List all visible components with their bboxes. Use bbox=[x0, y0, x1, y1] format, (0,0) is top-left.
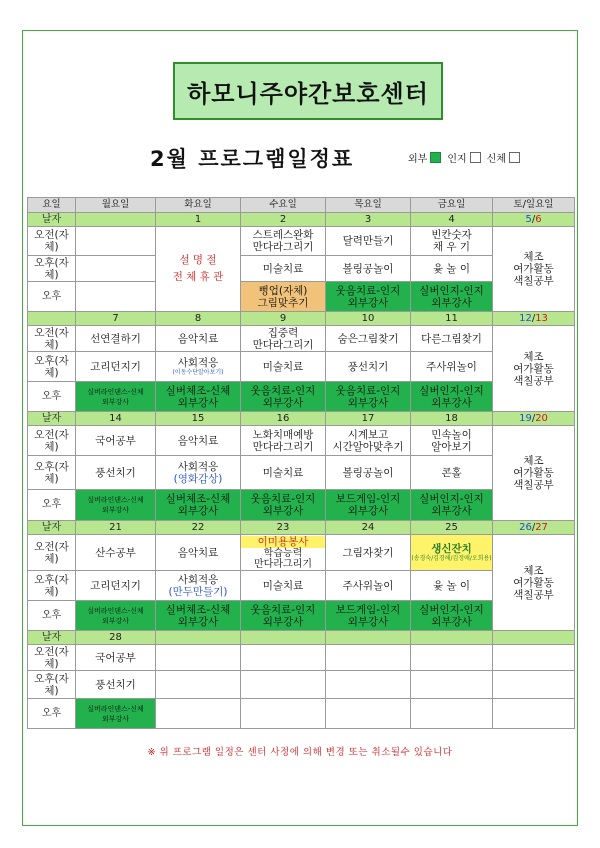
pm1-row bbox=[28, 571, 575, 601]
am-row bbox=[28, 426, 575, 456]
schedule-cell: 이미용봉사 학습능력 만다라그리기 bbox=[241, 535, 326, 571]
date-row-label: 날자 bbox=[28, 521, 76, 535]
pm-row bbox=[28, 699, 575, 729]
date-cell: 21 bbox=[76, 521, 156, 535]
legend-physical-swatch bbox=[509, 152, 520, 163]
schedule-cell: 미술치료 bbox=[241, 256, 326, 282]
am-row bbox=[28, 645, 575, 671]
schedule-cell: 사회적응 (영화감상) bbox=[156, 456, 241, 490]
date-cell bbox=[241, 631, 326, 645]
date-cell bbox=[28, 312, 76, 326]
schedule-cell: 보드게임-인지 외부강사 bbox=[326, 490, 411, 521]
weekend-cell: 체조 여가활동 색칠공부 bbox=[493, 426, 575, 521]
schedule-cell bbox=[326, 671, 411, 699]
schedule-cell: 숨은그림찾기 bbox=[326, 326, 411, 352]
date-row bbox=[28, 312, 575, 326]
legend-physical-label: 신체 bbox=[486, 154, 506, 165]
schedule-cell: 풍선치기 bbox=[76, 456, 156, 490]
date-cell: 18 bbox=[411, 412, 493, 426]
date-cell: 9 bbox=[241, 312, 326, 326]
date-cell bbox=[411, 631, 493, 645]
schedule-cell: 뻥업(자체) 그림맞추기 bbox=[241, 282, 326, 312]
schedule-cell: 실버라인댄스-신체 외부강사 bbox=[76, 490, 156, 521]
header-cell: 월요일 bbox=[76, 198, 156, 213]
legend-outside-swatch bbox=[430, 152, 441, 163]
row-label-pm1: 오후(자체) bbox=[28, 256, 76, 282]
schedule-cell bbox=[241, 699, 326, 729]
date-cell bbox=[493, 631, 575, 645]
schedule-cell: 실버체조-신체 외부강사 bbox=[156, 601, 241, 631]
date-cell: 19/20 bbox=[493, 412, 575, 426]
row-label-pm: 오후 bbox=[28, 282, 76, 312]
schedule-cell: 시계보고 시간알아맞추기 bbox=[326, 426, 411, 456]
pm-row bbox=[28, 601, 575, 631]
pm1-row bbox=[28, 456, 575, 490]
date-cell: 16 bbox=[241, 412, 326, 426]
schedule-cell: 실버라인댄스-신체 외부강사 bbox=[76, 601, 156, 631]
date-cell: 7 bbox=[76, 312, 156, 326]
schedule-cell: 실버라인댄스-신체 외부강사 bbox=[76, 382, 156, 412]
schedule-cell: 볼링공놀이 bbox=[326, 456, 411, 490]
schedule-cell bbox=[76, 227, 156, 256]
row-label-pm1: 오후(자체) bbox=[28, 456, 76, 490]
schedule-cell: 실버라인댄스-신체 외부강사 bbox=[76, 699, 156, 729]
schedule-cell: 웃음치료-인지 외부강사 bbox=[241, 490, 326, 521]
pm1-row bbox=[28, 671, 575, 699]
schedule-cell: 실버인지-인지 외부강사 bbox=[411, 601, 493, 631]
date-cell: 1 bbox=[156, 213, 241, 227]
date-cell bbox=[76, 213, 156, 227]
schedule-table bbox=[27, 197, 575, 729]
weekend-cell: 체조 여가활동 색칠공부 bbox=[493, 227, 575, 312]
date-cell: 23 bbox=[241, 521, 326, 535]
row-label-pm1: 오후(자체) bbox=[28, 352, 76, 382]
center-name: 하모니주야간보호센터 bbox=[173, 62, 443, 120]
row-label-pm: 오후 bbox=[28, 699, 76, 729]
schedule-cell: 보드게임-인지 외부강사 bbox=[326, 601, 411, 631]
header-cell: 금요일 bbox=[411, 198, 493, 213]
row-label-am: 오전(자체) bbox=[28, 326, 76, 352]
schedule-cell: 콘홀 bbox=[411, 456, 493, 490]
pm-row bbox=[28, 282, 575, 312]
date-cell: 28 bbox=[76, 631, 156, 645]
schedule-cell: 민속놀이 알아보기 bbox=[411, 426, 493, 456]
legend-outside-label: 외부 bbox=[408, 154, 428, 165]
date-cell: 22 bbox=[156, 521, 241, 535]
am-row bbox=[28, 326, 575, 352]
schedule-cell: 달력만들기 bbox=[326, 227, 411, 256]
schedule-cell: 빈칸숫자 채 우 기 bbox=[411, 227, 493, 256]
date-cell: 17 bbox=[326, 412, 411, 426]
schedule-cell: 사회적응 (이동수단알아보기) bbox=[156, 352, 241, 382]
schedule-cell: 노화치매예방 만다라그리기 bbox=[241, 426, 326, 456]
schedule-cell: 윷 놀 이 bbox=[411, 571, 493, 601]
schedule-cell: 음악치료 bbox=[156, 535, 241, 571]
schedule-cell: 실버체조-신체 외부강사 bbox=[156, 382, 241, 412]
date-cell: 12/13 bbox=[493, 312, 575, 326]
schedule-cell: 스트레스완화 만다라그리기 bbox=[241, 227, 326, 256]
schedule-cell: 풍선치기 bbox=[76, 671, 156, 699]
date-row-label: 날자 bbox=[28, 631, 76, 645]
legend-cognitive-label: 인지 bbox=[447, 154, 467, 165]
header-cell: 수요일 bbox=[241, 198, 326, 213]
date-cell bbox=[156, 631, 241, 645]
schedule-cell bbox=[411, 699, 493, 729]
schedule-cell: 그림자찾기 bbox=[326, 535, 411, 571]
date-cell bbox=[326, 631, 411, 645]
date-row-label: 날자 bbox=[28, 412, 76, 426]
schedule-cell bbox=[326, 699, 411, 729]
row-label-am: 오전(자체) bbox=[28, 645, 76, 671]
schedule-cell bbox=[156, 645, 241, 671]
schedule-cell: 음악치료 bbox=[156, 326, 241, 352]
schedule-cell: 실버인지-인지 외부강사 bbox=[411, 490, 493, 521]
header-row bbox=[28, 198, 575, 213]
legend-cognitive-swatch bbox=[470, 152, 481, 163]
date-cell: 14 bbox=[76, 412, 156, 426]
schedule-cell: 사회적응 (만두만들기) bbox=[156, 571, 241, 601]
schedule-cell: 선연결하기 bbox=[76, 326, 156, 352]
header-cell: 요일 bbox=[28, 198, 76, 213]
header-cell: 목요일 bbox=[326, 198, 411, 213]
row-label-pm: 오후 bbox=[28, 382, 76, 412]
date-row bbox=[28, 631, 575, 645]
schedule-cell: 웃음치료-인지 외부강사 bbox=[241, 601, 326, 631]
schedule-cell bbox=[326, 645, 411, 671]
schedule-cell: 웃음치료-인지 외부강사 bbox=[326, 282, 411, 312]
am-row bbox=[28, 535, 575, 571]
schedule-cell: 고리던지기 bbox=[76, 352, 156, 382]
schedule-cell: 고리던지기 bbox=[76, 571, 156, 601]
header-cell: 토/일요일 bbox=[493, 198, 575, 213]
date-cell: 8 bbox=[156, 312, 241, 326]
schedule-cell: 주사위놀이 bbox=[411, 352, 493, 382]
schedule-cell bbox=[411, 645, 493, 671]
schedule-cell bbox=[411, 671, 493, 699]
pm1-row bbox=[28, 352, 575, 382]
pm1-row bbox=[28, 256, 575, 282]
holiday-cell: 설 명 절 전 체 휴 관 bbox=[156, 227, 241, 312]
date-cell: 10 bbox=[326, 312, 411, 326]
row-label-pm1: 오후(자체) bbox=[28, 671, 76, 699]
row-label-am: 오전(자체) bbox=[28, 535, 76, 571]
schedule-cell bbox=[76, 282, 156, 312]
schedule-cell bbox=[493, 645, 575, 671]
date-cell: 25 bbox=[411, 521, 493, 535]
date-cell: 24 bbox=[326, 521, 411, 535]
schedule-cell bbox=[156, 671, 241, 699]
row-label-pm: 오후 bbox=[28, 601, 76, 631]
program-title: 2월 프로그램일정표 bbox=[150, 147, 355, 171]
schedule-cell: 윷 놀 이 bbox=[411, 256, 493, 282]
schedule-cell: 풍선치기 bbox=[326, 352, 411, 382]
schedule-cell bbox=[493, 671, 575, 699]
schedule-cell: 국어공부 bbox=[76, 645, 156, 671]
schedule-cell bbox=[76, 256, 156, 282]
date-cell: 11 bbox=[411, 312, 493, 326]
schedule-cell: 웃음치료-인지 외부강사 bbox=[326, 382, 411, 412]
schedule-cell: 산수공부 bbox=[76, 535, 156, 571]
date-cell: 3 bbox=[326, 213, 411, 227]
schedule-cell: 미술치료 bbox=[241, 571, 326, 601]
schedule-cell: 국어공부 bbox=[76, 426, 156, 456]
date-row bbox=[28, 412, 575, 426]
schedule-cell bbox=[156, 699, 241, 729]
schedule-cell bbox=[241, 671, 326, 699]
row-label-am: 오전(자체) bbox=[28, 426, 76, 456]
schedule-cell: 볼링공놀이 bbox=[326, 256, 411, 282]
date-cell: 4 bbox=[411, 213, 493, 227]
schedule-cell: 다른그림찾기 bbox=[411, 326, 493, 352]
date-row-label: 날자 bbox=[28, 213, 76, 227]
pm-row bbox=[28, 490, 575, 521]
schedule-cell: 미술치료 bbox=[241, 352, 326, 382]
schedule-cell: 집중력 만다라그리기 bbox=[241, 326, 326, 352]
header-cell: 화요일 bbox=[156, 198, 241, 213]
am-row bbox=[28, 227, 575, 256]
date-row bbox=[28, 521, 575, 535]
schedule-cell: 실버인지-인지 외부강사 bbox=[411, 382, 493, 412]
weekend-cell: 체조 여가활동 색칠공부 bbox=[493, 326, 575, 412]
date-row bbox=[28, 213, 575, 227]
weekend-cell: 체조 여가활동 색칠공부 bbox=[493, 535, 575, 631]
schedule-cell: 주사위놀이 bbox=[326, 571, 411, 601]
row-label-pm: 오후 bbox=[28, 490, 76, 521]
schedule-cell: 미술치료 bbox=[241, 456, 326, 490]
schedule-cell bbox=[241, 645, 326, 671]
date-cell: 26/27 bbox=[493, 521, 575, 535]
schedule-cell: 음악치료 bbox=[156, 426, 241, 456]
notice-text: ※ 위 프로그램 일정은 센터 사정에 의해 변경 또는 취소될수 있습니다 bbox=[147, 747, 453, 758]
schedule-cell bbox=[493, 699, 575, 729]
date-cell: 5/6 bbox=[493, 213, 575, 227]
schedule-cell: 실버체조-신체 외부강사 bbox=[156, 490, 241, 521]
schedule-cell: 실버인지-인지 외부강사 bbox=[411, 282, 493, 312]
legend bbox=[408, 150, 526, 165]
schedule-cell: 생신잔치 (송경숙/김경해/김정애/오희용) bbox=[411, 535, 493, 571]
schedule-cell: 웃음치료-인지 외부강사 bbox=[241, 382, 326, 412]
pm-row bbox=[28, 382, 575, 412]
row-label-am: 오전(자체) bbox=[28, 227, 76, 256]
date-cell: 15 bbox=[156, 412, 241, 426]
row-label-pm1: 오후(자체) bbox=[28, 571, 76, 601]
date-cell: 2 bbox=[241, 213, 326, 227]
